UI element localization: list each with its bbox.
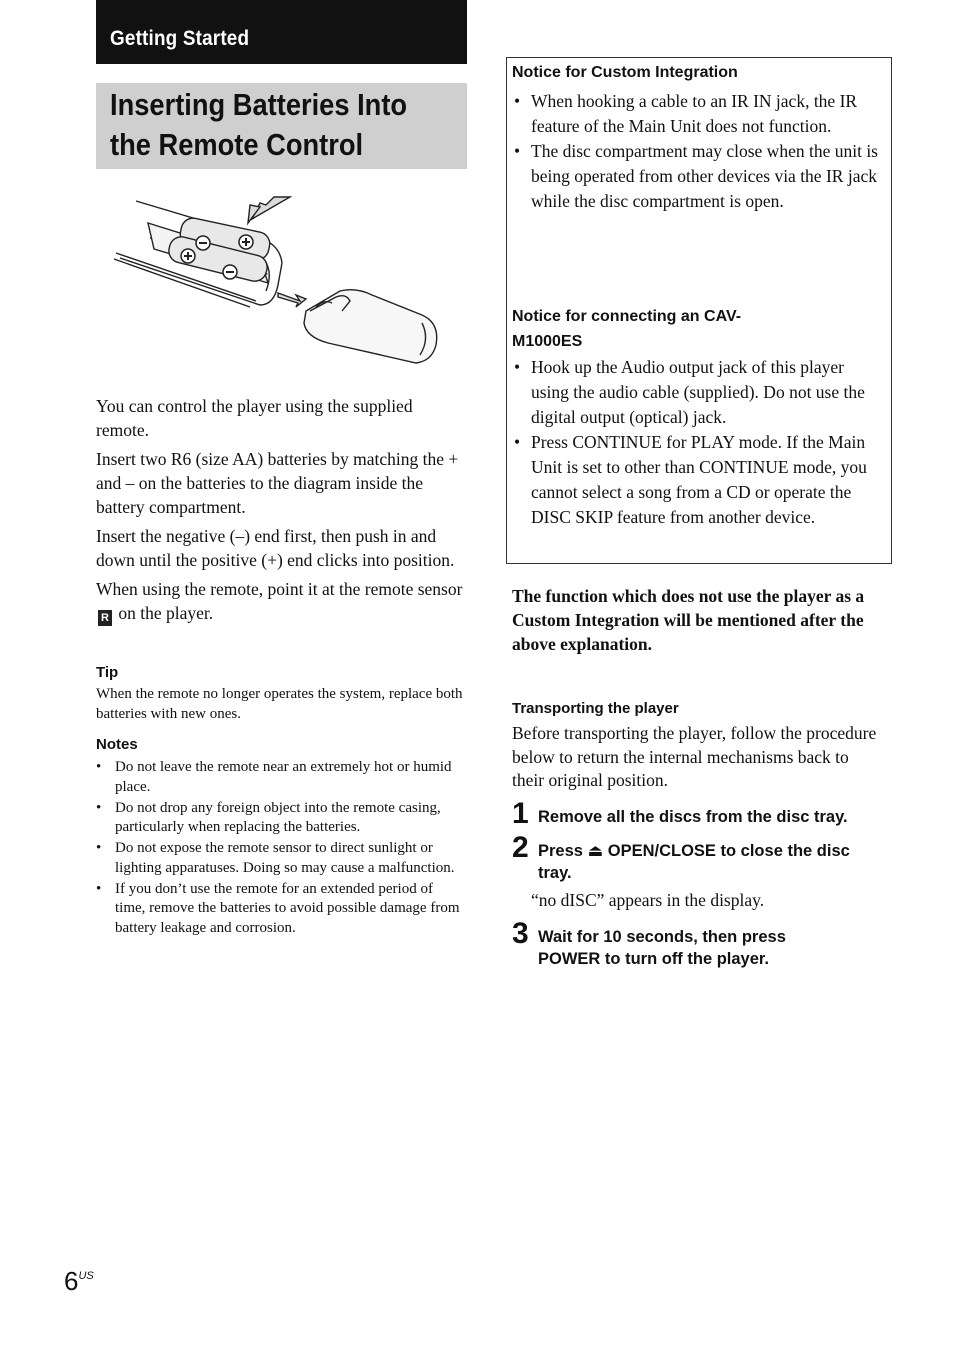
step-number: 2 [512,831,529,864]
notes-list [96,758,464,940]
box-list-1 [512,89,882,214]
page-title-line1: Inserting Batteries Into [110,87,408,122]
intro-text [96,394,466,626]
box-heading-2 [512,304,741,354]
list-item: • Do not drop any foreign object into the remote casing, particularly when replacing the batteries. [96,799,464,838]
list-item: • Do not leave the remote near an extremely hot or humid place. [96,758,464,797]
step-text: Wait for 10 seconds, then press POWER to turn off the player. [538,928,786,968]
step-text: Remove all the discs from the disc tray. [538,808,848,826]
sensor-text-before: When using the remote, point it at the remote sensor [96,579,463,599]
list-item: • Hook up the Audio output jack of this player using the audio cable (supplied). Do not use the digital output (optical) jack. [512,355,884,430]
box-heading-2-line1: Notice for connecting an CAV- [512,308,742,325]
list-item: • If you don’t use the remote for an extended period of time, remove the batteries to avoid possible damage from battery leakage and corrosion. [96,880,464,939]
list-item: • Do not expose the remote sensor to direct sunlight or lighting apparatuses. Doing so may cause a malfunction. [96,839,464,878]
box-list-2 [512,355,884,530]
step-note: “no dISC” appears in the display. [531,890,765,910]
paragraph-sensor [96,577,466,626]
page-number-value: 6 [64,1266,79,1296]
function-note: The function which does not use the player as a Custom Integration will be mentioned after the above explanation. [512,586,865,654]
page-title-line2: the Remote Control [110,127,364,162]
notes-heading: Notes [96,736,138,753]
box-heading-1: Notice for Custom Integration [512,64,738,81]
transport-heading: Transporting the player [512,700,679,717]
section-header [96,0,467,64]
paragraph: You can control the player using the supplied remote. [96,396,413,440]
list-item: • When hooking a cable to an IR IN jack, the IR feature of the Main Unit does not function. [512,89,882,139]
sensor-text-after: on the player. [118,603,214,623]
step-number: 3 [512,917,529,950]
step-text-after: OPEN/CLOSE to close the disc tray. [538,842,850,882]
tip-heading: Tip [96,664,119,681]
step-text-before: Press [538,842,583,860]
step-number: 1 [512,797,529,830]
box-heading-2-line2: M1000ES [512,333,583,350]
list-item: • The disc compartment may close when the unit is being operated from other devices via the IR jack while the disc compartment is open. [512,139,882,214]
section-title: Getting Started [110,27,250,50]
transport-text: Before transporting the player, follow the procedure below to return the internal mechanisms back to their original position. [512,723,877,790]
tip-text: When the remote no longer operates the system, replace both batteries with new ones. [96,686,463,722]
remote-battery-illustration [110,183,450,378]
paragraph: Insert two R6 (size AA) batteries by matching the + and – on the batteries to the diagram inside the battery compartment. [96,449,459,517]
page-number [64,1266,94,1297]
ir-sensor-icon: R [98,610,112,626]
custom-integration-box [506,57,892,564]
page-title-box [96,83,467,169]
paragraph: Insert the negative (–) end first, then push in and down until the positive (+) end clicks into position. [96,526,455,570]
eject-icon: ⏏ [587,842,604,860]
list-item: • Press CONTINUE for PLAY mode. If the Main Unit is set to other than CONTINUE mode, you cannot select a song from a CD or operate the DISC SKIP feature from another device. [512,430,884,530]
step-text [538,840,858,884]
page-number-suffix: US [78,1270,94,1282]
